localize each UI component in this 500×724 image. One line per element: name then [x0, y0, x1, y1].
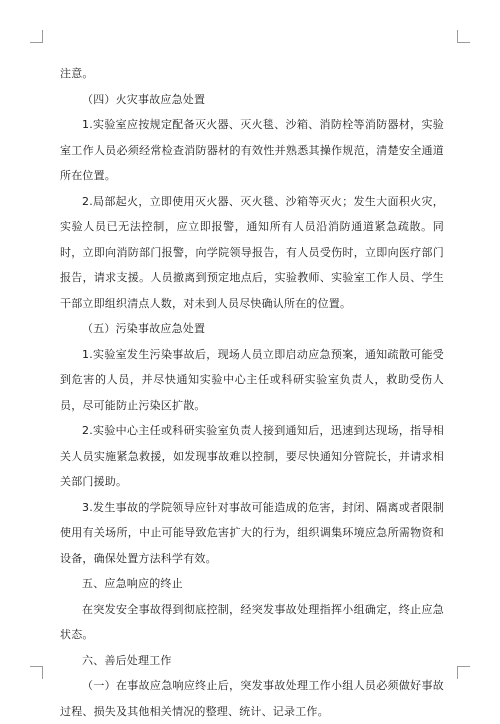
- crop-mark-bottom-left: [30, 666, 43, 679]
- paragraph-pollution-3: 3.发生事故的学院领导应针对事故可能造成的危害，封闭、隔离或者限制使用有关场所，中止可能导致危害扩大的行为，组织调集环境应急所需物资和设备，确保处置方法科学有效。: [60, 500, 444, 565]
- section-heading-aftermath: 六、善后处理工作: [82, 653, 172, 667]
- section-heading-pollution: （五）污染事故应急处置: [82, 322, 206, 335]
- crop-mark-top-right: [457, 30, 470, 43]
- crop-mark-bottom-right: [457, 666, 470, 679]
- section-heading-termination: 五、应急响应的终止: [82, 577, 183, 590]
- paragraph-fire-2: 2.局部起火，立即使用灭火器、灭火毯、沙箱等灭火；发生大面积火灾，实验人员已无法控制，应立即报警，通知所有人员沿消防通道紧急疏散。同时，立即向消防部门报警，向学院领导报告，有人员受伤时，立即向医疗部门报告，请求支援。人员撤离到预定地点后，实验教师、实验室工作人员、学生干部立即组织清点人数，对未到人员尽快确认所在的位置。: [60, 194, 444, 310]
- paragraph-continuation: 注意。: [60, 67, 94, 80]
- paragraph-pollution-2: 2.实验中心主任或科研实验室负责人接到通知后，迅速到达现场，指导相关人员实施紧急救援，如发现事故难以控制，要尽快通知分管院长，并请求相关部门援助。: [60, 424, 444, 488]
- paragraph-fire-1: 1.实验室应按规定配备灭火器、灭火毯、沙箱、消防栓等消防器材，实验室工作人员必须经常检查消防器材的有效性并熟悉其操作规范，清楚安全通道所在位置。: [60, 118, 444, 182]
- paragraph-aftermath-1: （一）在事故应急响应终止后，突发事故处理工作小组人员必须做好事故过程、损失及其他相关情况的整理、统计、记录工作。: [60, 679, 444, 718]
- crop-mark-top-left: [30, 30, 43, 43]
- paragraph-pollution-1: 1.实验室发生污染事故后，现场人员立即启动应急预案，通知疏散可能受到危害的人员，并尽快通知实验中心主任或科研实验室负责人，救助受伤人员，尽可能防止污染区扩散。: [60, 347, 444, 412]
- section-heading-fire: （四）火灾事故应急处置: [82, 92, 206, 106]
- document-body: [60, 61, 444, 724]
- paragraph-termination: 在突发安全事故得到彻底控制，经突发事故处理指挥小组确定，终止应急状态。: [60, 602, 444, 641]
